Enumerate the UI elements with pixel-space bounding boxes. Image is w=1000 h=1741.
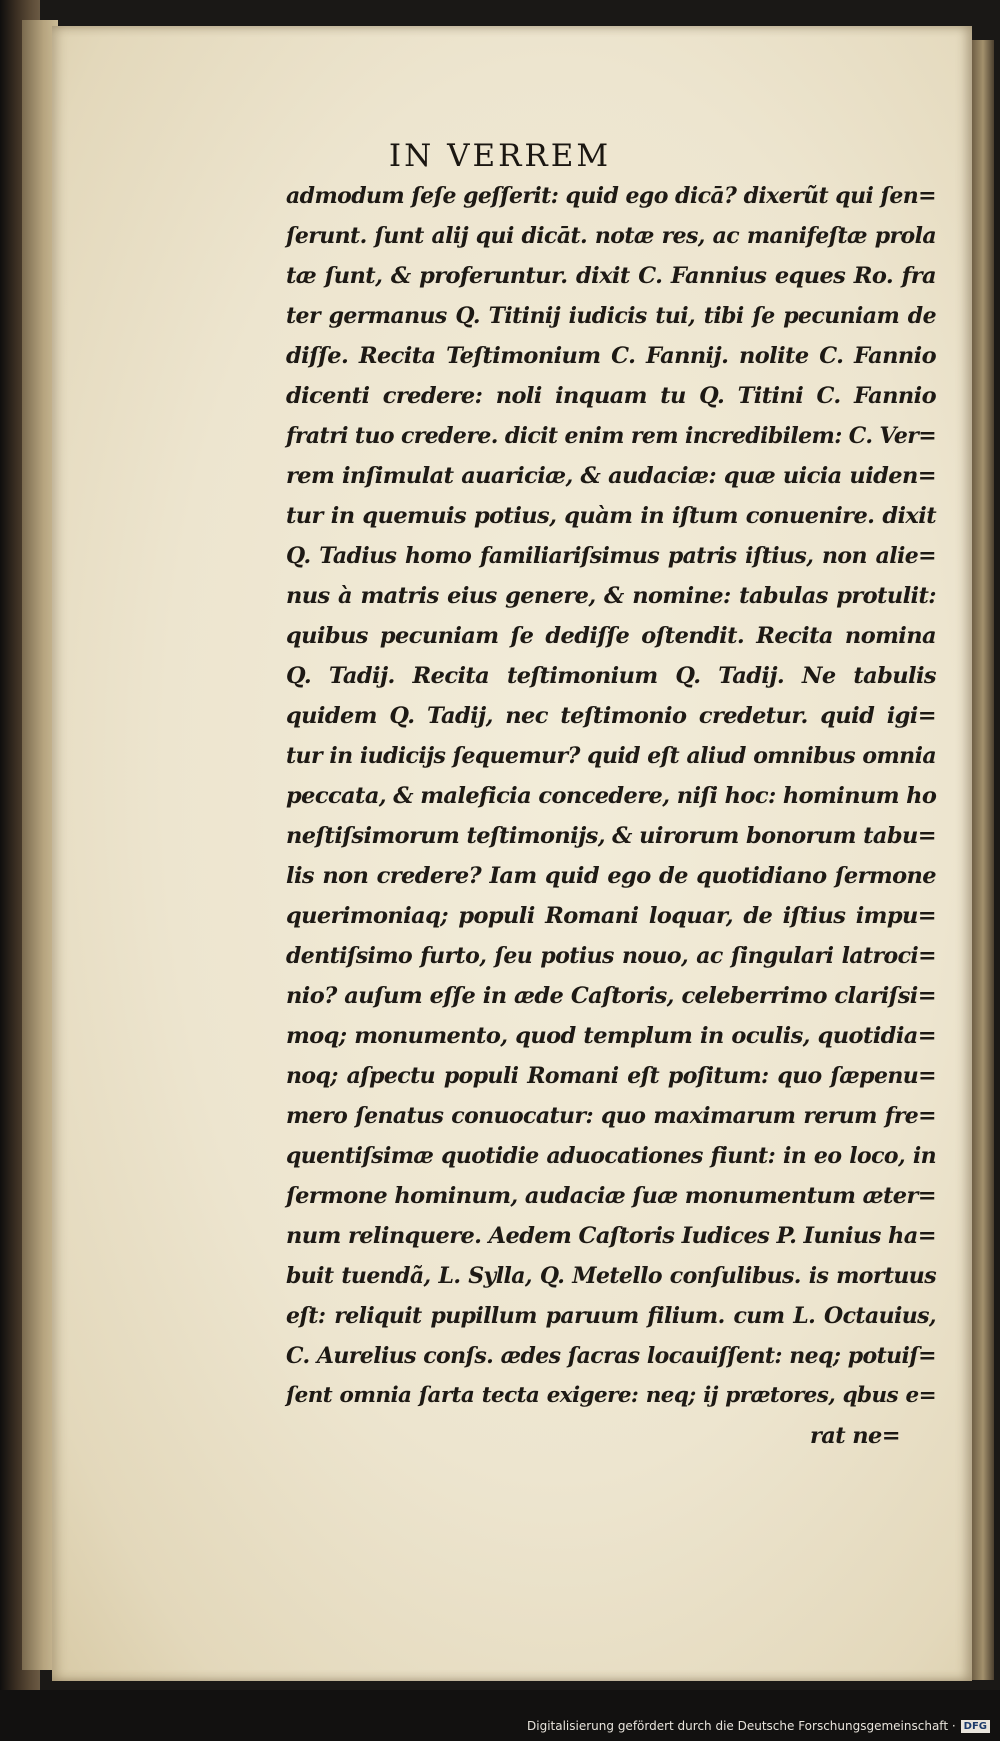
text-line: dentiſsimo furto, ſeu potius nouo, ac ſingulari latroci= (286, 943, 936, 969)
text-line: quibus pecuniam ſe dediſſe oſtendit. Recita nomina (286, 623, 936, 649)
text-line: rem inſimulat auariciæ, & audaciæ: quæ uicia uiden= (286, 463, 936, 489)
text-line: nus à matris eius genere, & nomine: tabulas protulit: (286, 583, 936, 609)
text-line: ſermone hominum, audaciæ ſuæ monumentum æter= (286, 1183, 936, 1209)
text-line: diſſe. Recita Teſtimonium C. Fannij. nolite C. Fannio (286, 343, 936, 369)
text-line: quentiſsimæ quotidie aduocationes fiunt: in eo loco, in (286, 1143, 936, 1169)
page-stack-edge (972, 40, 994, 1680)
text-line: tæ ſunt, & proferuntur. dixit C. Fannius eques Ro. fra (286, 263, 936, 289)
text-line: buit tuendã, L. Sylla, Q. Metello conſulibus. is mortuus (286, 1263, 936, 1289)
text-line: noq; aſpectu populi Romani eſt poſitum: quo ſæpenu= (286, 1063, 936, 1089)
text-line: dicenti credere: noli inquam tu Q. Titini C. Fannio (286, 383, 936, 409)
text-line: Q. Tadius homo familiariſsimus patris iſtius, non alie= (286, 543, 936, 569)
text-line: num relinquere. Aedem Caſtoris Iudices P. Iunius ha= (286, 1223, 936, 1249)
text-line: admodum ſeſe geſſerit: quid ego dicā? dixerũt qui ſen= (286, 183, 936, 209)
text-line: ſerunt. ſunt alij qui dicāt. notæ res, ac manifeſtæ prola (286, 223, 936, 249)
text-line: quidem Q. Tadij, nec teſtimonio credetur. quid igi= (286, 703, 936, 729)
text-line: nio? auſum eſſe in æde Caſtoris, celeberrimo clariſsi= (286, 983, 936, 1009)
catchword-line: rat ne= (810, 1423, 900, 1449)
text-line: C. Aurelius conſs. ædes ſacras locauiſſent: neq; potuiſ= (286, 1343, 936, 1369)
text-line: tur in iudicijs ſequemur? quid eſt aliud omnibus omnia (286, 743, 936, 769)
text-line: fratri tuo credere. dicit enim rem incredibilem: C. Ver= (286, 423, 937, 449)
text-line: querimoniaq; populi Romani loquar, de iſtius impu= (286, 903, 936, 929)
text-line: eſt: reliquit pupillum paruum filium. cum L. Octauius, (286, 1303, 936, 1329)
body-text (286, 176, 936, 1456)
scan-bottom-band (0, 1690, 1000, 1741)
text-line: moq; monumento, quod templum in oculis, quotidia= (286, 1023, 936, 1049)
dfg-logo: DFG (961, 1720, 990, 1733)
text-line: tur in quemuis potius, quàm in iſtum conuenire. dixit (286, 503, 936, 529)
running-head: IN VERREM (388, 138, 612, 174)
text-line: peccata, & maleficia concedere, niſi hoc: hominum ho (286, 783, 937, 809)
text-line: lis non credere? Iam quid ego de quotidiano ſermone (286, 863, 936, 889)
digitization-credit (0, 1719, 990, 1733)
credit-text: Digitalisierung gefördert durch die Deutsche Forschungsgemeinschaft · (527, 1719, 956, 1733)
text-line: Q. Tadij. Recita teſtimonium Q. Tadij. Ne tabulis (286, 663, 936, 689)
text-line: neſtiſsimorum teſtimonijs, & uirorum bonorum tabu= (286, 823, 937, 849)
text-line: ſent omnia ſarta tecta exigere: neq; ij prætores, qbus e= (286, 1383, 936, 1408)
text-line: mero ſenatus conuocatur: quo maximarum rerum fre= (286, 1103, 936, 1129)
text-line: ter germanus Q. Titinij iudicis tui, tibi ſe pecuniam de (286, 303, 936, 329)
